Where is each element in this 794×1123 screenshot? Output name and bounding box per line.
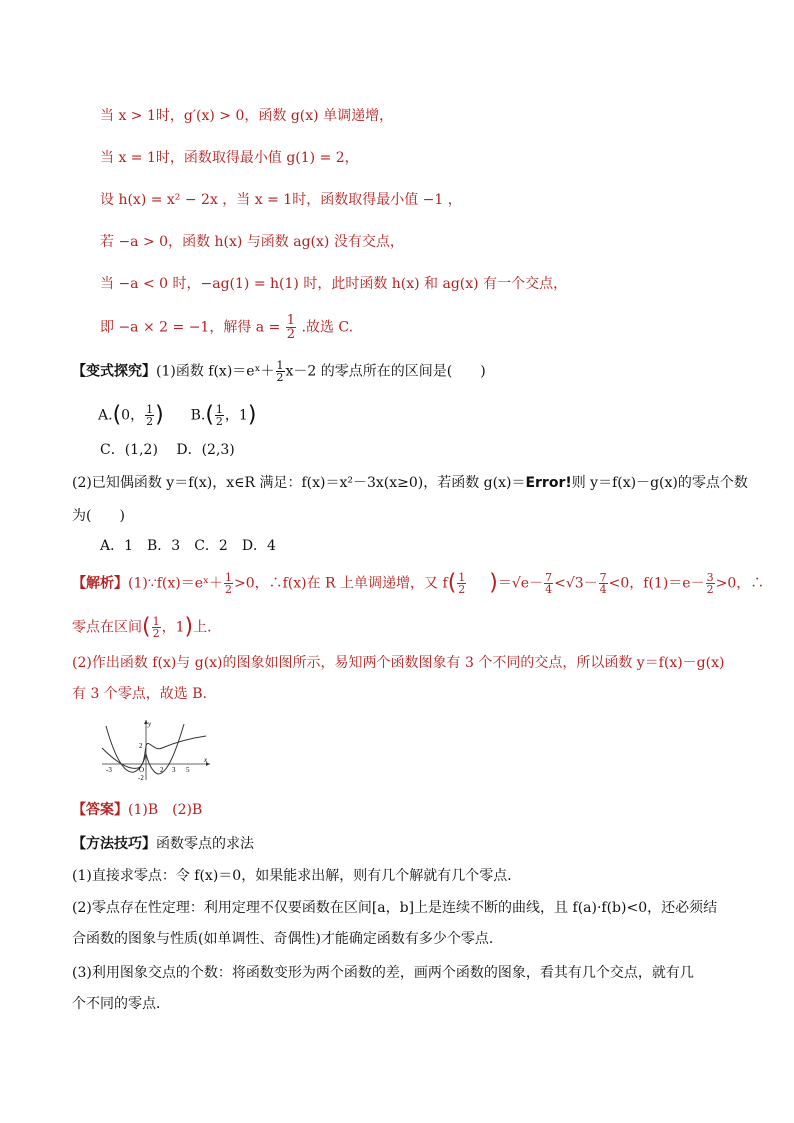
- frac-num: 1: [458, 571, 466, 584]
- sol1-part-k: 上．: [193, 619, 222, 636]
- frac-den: 2: [458, 583, 466, 596]
- frac-den: 2: [215, 415, 223, 428]
- option-b-label: B.: [190, 407, 206, 424]
- option-b-text: ，1: [224, 407, 248, 424]
- option-b-fraction: [215, 404, 224, 427]
- frac-num: 7: [545, 571, 553, 584]
- fraction-one-half: [286, 314, 296, 341]
- text-line-2: 当 x = 1时，函数取得最小值 g(1) = 2，: [100, 150, 359, 166]
- frac-num: 1: [146, 403, 154, 416]
- section-tag-answer: 【答案】: [72, 802, 128, 818]
- method-heading: [72, 834, 254, 854]
- section-tag-solution: 【解析】: [72, 575, 128, 592]
- y-tick-2: 2: [139, 742, 143, 750]
- error-text: Error!: [525, 475, 572, 491]
- method-3-line-2: 个不同的零点．: [72, 996, 170, 1012]
- line6-part-b: .故选 C.: [301, 319, 354, 336]
- option-a-fraction: [145, 404, 154, 427]
- method-title: 函数零点的求法: [156, 836, 254, 852]
- paren-open-icon: (: [447, 570, 457, 596]
- frac-den: 4: [545, 583, 553, 596]
- sol1-fraction-1: [224, 572, 233, 595]
- q2-part-b: 则 y＝f(x)－g(x)的零点个数: [571, 475, 748, 491]
- solution-2-line-1: (2)作出函数 f(x)与 g(x)的图象如图所示，易知两个函数图象有 3 个不同的交点，所以函数 y＝f(x)－g(x): [72, 655, 725, 671]
- frac-den: 4: [599, 583, 607, 596]
- text-line-4: 若 −a > 0，函数 h(x) 与函数 ag(x) 没有交点，: [100, 234, 404, 250]
- sol1-fraction-2: [457, 572, 466, 595]
- section-tag-method: 【方法技巧】: [72, 836, 156, 852]
- sol1-part-d: <√3－: [554, 575, 598, 592]
- frac-num: 7: [599, 571, 607, 584]
- paren-open-icon: (: [205, 402, 214, 428]
- frac-num: 1: [152, 615, 160, 628]
- paren-close-icon: ): [247, 402, 257, 428]
- options-ab: [98, 404, 256, 427]
- frac-den: 2: [706, 583, 714, 596]
- sol1-fraction-4: [599, 572, 608, 595]
- q1-fraction: [276, 360, 285, 383]
- sol1-part-a: (1)∵f(x)＝eˣ＋: [128, 575, 223, 592]
- answer-line: [72, 800, 202, 820]
- curve-g: [102, 736, 206, 768]
- frac-num: 1: [276, 359, 284, 372]
- method-1: (1)直接求零点：令 f(x)＝0，如果能求出解，则有几个解就有几个零点．: [72, 868, 522, 884]
- tick-5: 5: [186, 766, 190, 774]
- question-2-options: A．1 B．3 C．2 D．4: [100, 538, 276, 554]
- sol1-fraction-6: [152, 616, 161, 639]
- question-2-line-1: [72, 473, 748, 493]
- tick-3: 3: [172, 766, 176, 774]
- sol1-part-c: ＝√e－: [497, 575, 544, 592]
- paren-open-icon: (: [112, 402, 122, 428]
- tick-2: 2: [160, 766, 164, 774]
- sol1-fraction-5: [706, 572, 715, 595]
- solution-1-line-2: [72, 616, 221, 639]
- paren-close-icon: ): [155, 402, 164, 428]
- text-line-3: 设 h(x) = x² − 2x ，当 x = 1时，函数取得最小值 −1 ，: [100, 192, 462, 208]
- sol1-part-g: >0，∴: [715, 575, 765, 592]
- text-line-5: 当 −a < 0 时，−ag(1) = h(1) 时，此时函数 h(x) 和 ag(x) 有一个交点，: [100, 276, 568, 292]
- sol1-part-h: 零点在区间: [72, 619, 142, 636]
- tick-origin: O: [139, 766, 145, 774]
- frac-num: 3: [706, 571, 714, 584]
- solution-1-line-1: [72, 572, 764, 595]
- y-tick-neg2: -2: [138, 774, 144, 782]
- frac-den: 2: [224, 583, 232, 596]
- frac-num: 1: [215, 403, 223, 416]
- q2-part-a: (2)已知偶函数 y＝f(x)，x∈R 满足：f(x)＝x²－3x(x≥0)，若函数 g(x)＝: [72, 475, 526, 491]
- frac-den: 2: [152, 627, 160, 640]
- y-axis-label: y: [148, 720, 152, 728]
- method-3-line-1: (3)利用图象交点的个数：将函数变形为两个函数的差，画两个函数的图象，看其有几个交点，就有几: [72, 965, 694, 981]
- text-line-1: 当 x > 1时，g′(x) > 0，函数 g(x) 单调递增，: [100, 108, 394, 124]
- frac-num: 1: [286, 313, 296, 328]
- answer-text: (1)B (2)B: [128, 802, 203, 818]
- x-axis-label: x: [204, 756, 208, 764]
- function-graph: [100, 718, 212, 782]
- sol1-part-b: >0，∴f(x)在 R 上单调递增，又 f: [233, 575, 448, 592]
- paren-close-icon: ): [489, 570, 498, 596]
- solution-2-line-2: 有 3 个零点，故选 B.: [72, 686, 207, 702]
- tick-neg3: -3: [106, 766, 112, 774]
- text-line-6: [100, 314, 353, 341]
- line6-part-a: 即 −a × 2 = −1，解得 a =: [100, 319, 281, 336]
- option-a-label: A.: [98, 407, 113, 424]
- section-tag-variation: 【变式探究】: [72, 363, 156, 380]
- paren-close-icon: ): [184, 614, 194, 640]
- method-2-line-1: (2)零点存在性定理：利用定理不仅要函数在区间[a，b]上是连续不断的曲线，且 f(a)·f(b)<0，还必须结: [72, 900, 718, 916]
- frac-den: 2: [276, 371, 284, 384]
- paren-open-icon: (: [142, 614, 151, 640]
- method-2-line-2: 合函数的图象与性质(如单调性、奇偶性)才能确定函数有多少个零点．: [72, 931, 503, 947]
- sol1-fraction-3: [544, 572, 553, 595]
- frac-den: 2: [286, 327, 296, 342]
- frac-den: 2: [146, 415, 154, 428]
- question-1: [72, 360, 486, 383]
- sol1-part-j: ，1: [161, 619, 185, 636]
- options-cd: C．(1,2) D．(2,3): [100, 442, 235, 458]
- frac-num: 1: [224, 571, 232, 584]
- q1-part-b: x－2 的零点所在的区间是( ): [285, 363, 486, 380]
- sol1-part-e: <0，f(1)＝e－: [608, 575, 705, 592]
- option-a-text: 0，: [121, 407, 145, 424]
- question-2-line-2: 为( ): [72, 508, 125, 524]
- q1-part-a: (1)函数 f(x)＝eˣ＋: [156, 363, 275, 380]
